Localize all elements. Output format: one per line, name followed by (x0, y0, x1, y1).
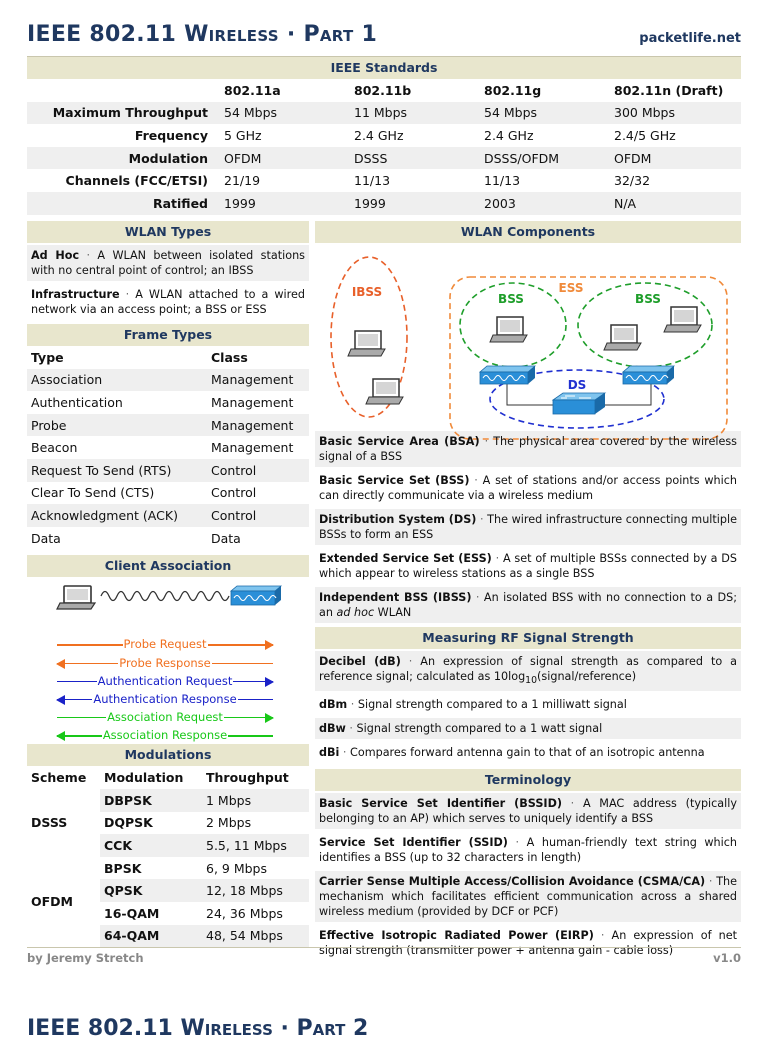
definition-term: Basic Service Area (BSA) (319, 435, 480, 448)
column-header: 802.11n (Draft) (614, 82, 724, 98)
wireless-signal-icon (101, 592, 229, 601)
table-cell: 2.4/5 GHz (614, 127, 676, 143)
association-step (57, 726, 273, 744)
separator: · (507, 836, 527, 850)
modulations-table (27, 766, 309, 947)
definition-term: Service Set Identifier (SSID) (319, 836, 508, 850)
rf-signal-section (315, 627, 741, 763)
table-cell: Control (211, 485, 257, 501)
association-step-label (57, 654, 273, 672)
rf-signal-definitions (315, 651, 741, 763)
table-cell: 2 Mbps (202, 812, 309, 835)
column-header: Scheme (31, 770, 87, 786)
client-association-section (27, 555, 309, 744)
laptop-icon (57, 586, 95, 609)
definition-term: Carrier Sense Multiple Access/Collision Avoidance (CSMA/CA) (319, 875, 706, 889)
definition-term: dBw (319, 722, 346, 736)
separator: · (479, 435, 494, 448)
separator: · (491, 552, 503, 565)
association-illustration (27, 582, 309, 616)
table-cell: Control (207, 459, 309, 482)
table-cell: 11 Mbps (350, 102, 480, 125)
step-label-text: Association Response (102, 728, 228, 743)
section-heading: WLAN Types (27, 221, 309, 243)
table-cell: 21/19 (224, 173, 261, 189)
definition-item: Ad Hoc · A WLAN between isolated stations with no central point of control; an IBSS (27, 245, 309, 281)
separator: · (593, 929, 612, 943)
definition-text: The physical area covered by the wireless signal of a BSS (319, 435, 737, 463)
definition-term: Decibel (dB) (319, 655, 401, 668)
definition-text: An expression of net signal strength (transmitter power + antenna gain - cable loss) (319, 929, 737, 958)
step-label-text: Authentication Response (93, 691, 237, 706)
laptop-icon (348, 331, 385, 356)
step-label-text: Authentication Request (97, 673, 233, 688)
separator: · (339, 746, 351, 760)
definition-text: Signal strength compared to a 1 watt signal (356, 722, 603, 736)
table-cell: CCK (100, 834, 202, 857)
definition-item (315, 793, 741, 829)
frame-types-section (27, 324, 309, 549)
laptop-icon (604, 325, 641, 350)
table-row (27, 459, 309, 482)
association-step-label (57, 635, 273, 653)
wlan-components-diagram (315, 245, 741, 423)
definition-text-tail: (signal/reference) (537, 670, 637, 683)
column-header: 802.11a (224, 82, 281, 98)
definition-term: Independent BSS (IBSS) (319, 591, 472, 604)
table-cell: 54 Mbps (480, 102, 610, 125)
table-row (27, 504, 309, 527)
table-cell: Authentication (31, 394, 123, 410)
step-label-text: Probe Request (123, 637, 207, 652)
standards-table (27, 79, 741, 215)
table-cell: 11/13 (484, 173, 521, 189)
definition-item (315, 742, 741, 763)
section-heading: IEEE Standards (27, 57, 741, 79)
table-cell: 32/32 (614, 173, 651, 189)
definition-term: dBm (319, 698, 348, 712)
wlan-components-section (315, 221, 741, 623)
column-header: Throughput (206, 770, 289, 786)
table-row (27, 369, 309, 392)
page-footer (27, 947, 741, 965)
version-label: v1.0 (713, 951, 741, 965)
table-row (27, 482, 309, 505)
table-cell: 24, 36 Mbps (202, 902, 309, 925)
table-cell: DQPSK (100, 812, 202, 835)
definition-text: An isolated BSS with no connection to a DS; an (319, 591, 737, 619)
definition-text: A MAC address (typically belonging to an AP) which serves to uniquely identify a BSS (319, 797, 738, 826)
table-cell: Beacon (31, 440, 78, 456)
definition-text: A set of stations and/or access points which can directly communicate via a wireless medium (319, 474, 737, 502)
association-step (57, 635, 273, 653)
association-step-label (57, 726, 273, 744)
table-row (27, 147, 741, 170)
table-cell: DSSS/OFDM (480, 147, 610, 170)
association-step (57, 690, 273, 708)
ds-label: DS (567, 378, 587, 392)
table-cell: Clear To Send (CTS) (31, 485, 155, 501)
row-label: Channels (FCC/ETSI) (65, 173, 208, 189)
laptop-icon (366, 379, 403, 404)
switch-icon (553, 393, 605, 414)
association-step-label (57, 708, 273, 726)
section-heading: WLAN Components (315, 221, 741, 243)
table-cell: 5 GHz (224, 127, 262, 143)
table-cell: DSSS (350, 147, 480, 170)
table-cell: 300 Mbps (610, 102, 741, 125)
definition-text-tail: WLAN (374, 606, 412, 619)
section-heading: Client Association (27, 555, 309, 577)
definition-term: Distribution System (DS) (319, 513, 477, 526)
separator: · (471, 591, 484, 604)
ieee-standards-section (27, 57, 741, 215)
table-cell: Management (211, 440, 294, 456)
bss-label: BSS (635, 292, 661, 306)
association-step-label (57, 690, 273, 708)
scheme-label: OFDM (31, 894, 73, 910)
row-label: Ratified (27, 192, 220, 215)
definition-text: A set of multiple BSSs connected by a DS which appear to wireless stations as a single BSS (319, 552, 737, 580)
table-cell: 64-QAM (100, 925, 202, 948)
column-header: Type (31, 349, 64, 365)
table-cell: N/A (610, 192, 741, 215)
row-label: Modulation (27, 147, 220, 170)
table-cell: Management (207, 369, 309, 392)
association-step (57, 672, 273, 690)
definition-text: The mechanism which facilitates efficient communication across a shared wireless medium (provided by DCF or PCF) (319, 875, 737, 919)
table-cell: Association (27, 369, 207, 392)
column-header: 802.11b (354, 82, 412, 98)
separator: · (400, 655, 421, 668)
author-credit: by Jeremy Stretch (27, 951, 144, 965)
column-header: Modulation (104, 770, 184, 786)
definition-item (315, 470, 741, 506)
table-cell: BPSK (100, 857, 202, 880)
definition-item (315, 548, 741, 584)
table-cell: 2.4 GHz (354, 127, 404, 143)
table-row (27, 391, 309, 414)
column-header: 802.11g (484, 82, 542, 98)
wlan-components-definitions (315, 431, 741, 623)
terminology-section (315, 769, 741, 961)
table-cell: Management (207, 414, 309, 437)
table-cell: Request To Send (RTS) (27, 459, 207, 482)
definition-term: dBi (319, 746, 340, 760)
table-row (27, 102, 741, 125)
laptop-icon (490, 317, 527, 342)
section-heading: Modulations (27, 744, 309, 766)
definition-text: Compares forward antenna gain to that of an isotropic antenna (350, 746, 705, 760)
table-cell: OFDM (220, 147, 350, 170)
table-cell: 12, 18 Mbps (202, 879, 309, 902)
definition-text: A WLAN attached to a wired network via an access point; a BSS or ESS (31, 288, 306, 316)
table-cell: 5.5, 11 Mbps (202, 834, 309, 857)
definition-item (315, 509, 741, 545)
separator: · (476, 513, 488, 526)
table-cell: QPSK (100, 879, 202, 902)
access-point-icon (231, 586, 281, 605)
table-cell: Data (31, 530, 61, 546)
table-cell: 6, 9 Mbps (202, 857, 309, 880)
table-cell: 54 Mbps (220, 102, 350, 125)
ibss-label: IBSS (351, 285, 383, 299)
table-header-row (27, 346, 309, 369)
separator: · (347, 698, 358, 712)
step-label-text: Association Request (107, 710, 223, 725)
access-point-icon (623, 366, 674, 384)
separator: · (469, 474, 483, 487)
table-cell: 1 Mbps (202, 789, 309, 812)
table-cell: 11/13 (354, 173, 391, 189)
table-cell: DBPSK (100, 789, 202, 812)
section-heading: Measuring RF Signal Strength (315, 627, 741, 649)
definition-term: Effective Isotropic Radiated Power (EIRP) (319, 929, 594, 943)
terminology-definitions (315, 793, 741, 961)
table-row (27, 124, 741, 147)
definition-text: An expression of signal strength as compared to a reference signal; calculated as 10log (319, 655, 737, 683)
next-page-title: IEEE 802.11 Wireless · Part 2 (27, 1016, 369, 1041)
modulations-section (27, 744, 309, 947)
table-row (27, 527, 309, 550)
association-step (57, 654, 273, 672)
step-label-text: Probe Response (119, 655, 211, 670)
section-heading: Terminology (315, 769, 741, 791)
table-row (27, 789, 309, 812)
laptop-icon (664, 307, 701, 332)
definition-term: Ad Hoc (31, 249, 80, 262)
table-cell: 1999 (220, 192, 350, 215)
definition-term: Basic Service Set Identifier (BSSID) (319, 797, 562, 811)
row-label: Maximum Throughput (27, 102, 220, 125)
ess-label: ESS (558, 281, 584, 295)
table-cell: Acknowledgment (ACK) (27, 504, 207, 527)
right-column (315, 221, 741, 961)
table-cell: OFDM (610, 147, 741, 170)
table-cell: Probe (27, 414, 207, 437)
access-point-icon (480, 366, 535, 384)
table-row (27, 436, 309, 459)
table-cell: 2.4 GHz (484, 127, 534, 143)
definition-term: Extended Service Set (ESS) (319, 552, 492, 565)
separator: · (705, 875, 717, 889)
table-row (27, 414, 309, 437)
table-row (27, 192, 741, 215)
left-column (27, 221, 309, 947)
separator: · (561, 797, 583, 811)
table-cell: Control (207, 504, 309, 527)
definition-text: A WLAN between isolated stations with no central point of control; an IBSS (31, 249, 305, 277)
table-cell: Data (211, 530, 241, 546)
table-cell: 1999 (350, 192, 480, 215)
table-cell: 2003 (480, 192, 610, 215)
wlan-types-section (27, 221, 309, 320)
client-association-diagram (27, 577, 309, 744)
definition-text: A human-friendly text string which identifies a BSS (up to 32 characters in length) (319, 836, 737, 865)
subscript: 10 (525, 675, 538, 687)
table-cell: Management (211, 394, 294, 410)
page-title: IEEE 802.11 Wireless · Part 1 (27, 22, 378, 47)
association-step (57, 708, 273, 726)
page-header (27, 18, 741, 58)
definition-text: The wired infrastructure connecting multiple BSSs to form an ESS (319, 513, 737, 541)
bss-label: BSS (498, 292, 524, 306)
definition-item (315, 431, 741, 467)
definition-text: Signal strength compared to a 1 milliwatt signal (357, 698, 627, 712)
definition-item (315, 587, 741, 623)
definition-item (315, 694, 741, 715)
table-row (27, 857, 309, 880)
italic-text: ad hoc (336, 606, 375, 619)
site-link[interactable]: packetlife.net (639, 31, 741, 46)
definition-item (315, 718, 741, 739)
table-row (27, 169, 741, 192)
definition-item: Infrastructure · A WLAN attached to a wired network via an access point; a BSS or ESS (31, 288, 306, 316)
definition-item (315, 651, 741, 691)
section-heading: Frame Types (27, 324, 309, 346)
scheme-label: DSSS (31, 815, 68, 831)
association-step-label (57, 672, 273, 690)
definition-item (315, 832, 741, 868)
separator: · (345, 722, 357, 736)
row-label: Frequency (134, 127, 208, 143)
table-header-row (27, 79, 741, 102)
column-header: Class (211, 349, 248, 365)
table-cell: 16-QAM (100, 902, 202, 925)
frame-types-table (27, 346, 309, 549)
table-header-row (27, 766, 309, 789)
definition-term: Basic Service Set (BSS) (319, 474, 470, 487)
definition-term: Infrastructure (31, 288, 120, 301)
definition-item (315, 871, 741, 922)
table-cell: 48, 54 Mbps (202, 925, 309, 948)
